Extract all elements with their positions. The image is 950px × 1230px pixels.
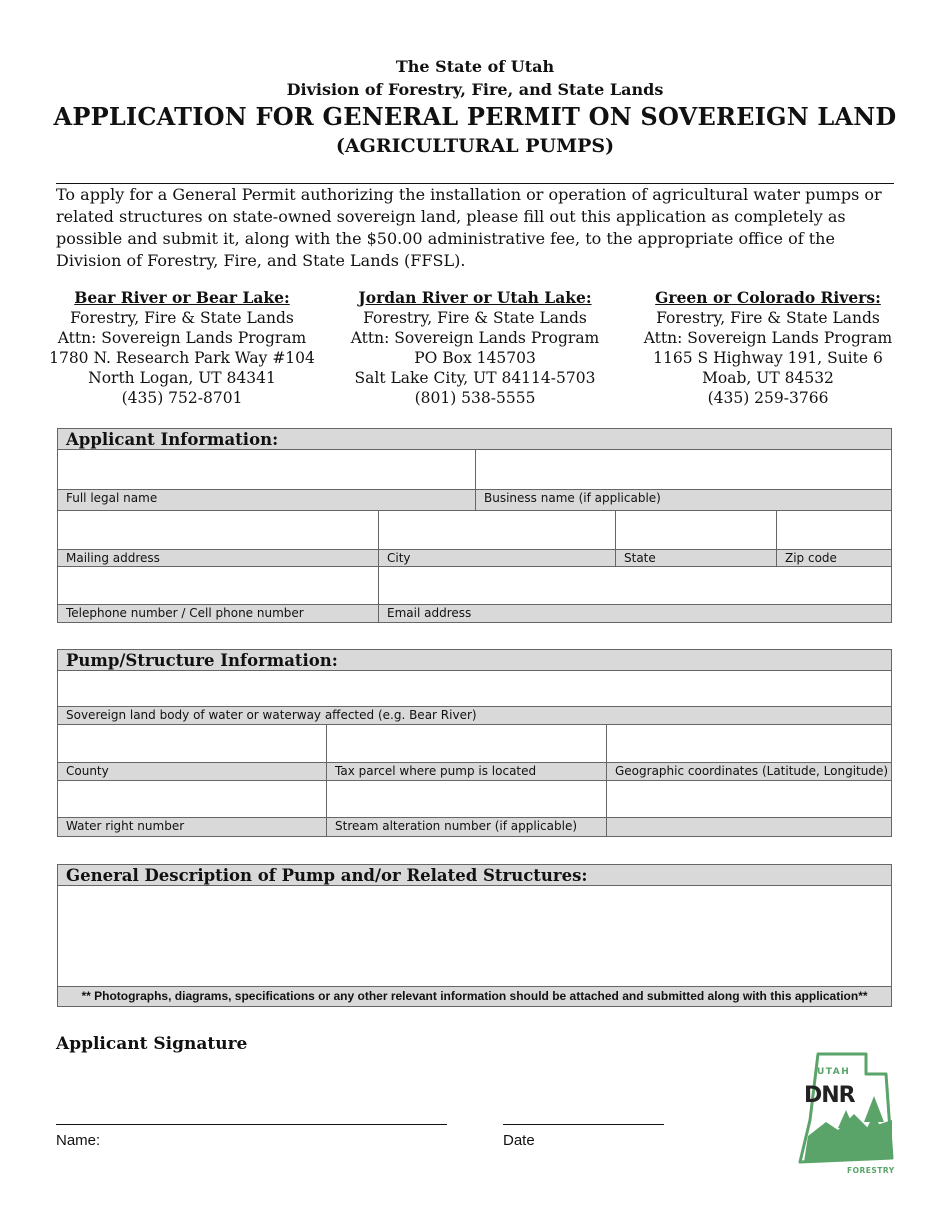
waterway-field[interactable] [58, 671, 891, 706]
water-right-field[interactable] [58, 781, 327, 817]
blank-field[interactable] [607, 781, 891, 817]
email-field[interactable] [379, 567, 891, 604]
tax-parcel-field[interactable] [327, 725, 607, 762]
office-line: PO Box 145703 [414, 349, 536, 367]
zip-code-label: Zip code [777, 550, 891, 566]
telephone-field[interactable] [58, 567, 379, 604]
applicant-section [57, 428, 892, 623]
office-line: 1780 N. Research Park Way #104 [49, 349, 315, 367]
county-field[interactable] [58, 725, 327, 762]
office-title: Green or Colorado Rivers: [655, 288, 881, 307]
office-title: Bear River or Bear Lake: [74, 288, 290, 307]
mailing-address-field[interactable] [58, 511, 379, 549]
waterway-label: Sovereign land body of water or waterway affected (e.g. Bear River) [58, 707, 891, 724]
attachment-note: ** Photographs, diagrams, specifications or any other relevant information should be attached and submitted along with this application** [58, 987, 891, 1006]
description-section [57, 864, 892, 1007]
stream-alteration-field[interactable] [327, 781, 607, 817]
email-label: Email address [379, 605, 891, 622]
zip-code-field[interactable] [777, 511, 891, 549]
full-legal-name-label: Full legal name [58, 490, 476, 510]
business-name-field[interactable] [476, 450, 891, 489]
intro-paragraph: To apply for a General Permit authorizing the installation or operation of agricultural water pumps or related structures on state-owned sovereign land, please fill out this application as completely as possible and submit it, along with the $50.00 administrative fee, to the appropriate office of the Division of Forestry, Fire, and State Lands (FFSL). [56, 185, 882, 270]
coordinates-field[interactable] [607, 725, 891, 762]
office-jordan-river [340, 288, 610, 408]
office-line: Moab, UT 84532 [702, 369, 834, 387]
page-title: APPLICATION FOR GENERAL PERMIT ON SOVEREIGN LAND [53, 102, 897, 131]
header-division: Division of Forestry, Fire, and State Lands [286, 80, 664, 99]
logo-tree-icon [860, 1096, 888, 1142]
telephone-label: Telephone number / Cell phone number [58, 605, 379, 622]
office-bear-river [47, 288, 317, 408]
date-label: Date [503, 1132, 535, 1149]
office-line: Attn: Sovereign Lands Program [57, 329, 307, 347]
header-state: The State of Utah [395, 57, 555, 76]
tax-parcel-label: Tax parcel where pump is located [327, 763, 607, 780]
water-right-label: Water right number [58, 818, 327, 836]
office-line: Forestry, Fire & State Lands [363, 309, 587, 327]
utah-dnr-forestry-logo [796, 1050, 896, 1175]
page-subtitle: (AGRICULTURAL PUMPS) [335, 135, 615, 157]
city-field[interactable] [379, 511, 616, 549]
office-line: Attn: Sovereign Lands Program [350, 329, 600, 347]
date-line[interactable] [503, 1124, 664, 1125]
office-line: Forestry, Fire & State Lands [70, 309, 294, 327]
office-phone: (435) 259-3766 [707, 389, 829, 407]
office-line: 1165 S Highway 191, Suite 6 [653, 349, 883, 367]
state-field[interactable] [616, 511, 777, 549]
description-textarea[interactable] [58, 886, 891, 987]
coordinates-label: Geographic coordinates (Latitude, Longitude) [607, 763, 891, 780]
logo-main-text: DNR [804, 1083, 855, 1108]
pump-section-heading: Pump/Structure Information: [58, 650, 891, 671]
office-phone: (801) 538-5555 [414, 389, 536, 407]
signature-heading: Applicant Signature [56, 1034, 248, 1054]
office-line: North Logan, UT 84341 [88, 369, 276, 387]
name-label: Name: [56, 1132, 101, 1149]
city-label: City [379, 550, 616, 566]
state-label: State [616, 550, 777, 566]
county-label: County [58, 763, 327, 780]
full-legal-name-field[interactable] [58, 450, 476, 489]
description-section-heading: General Description of Pump and/or Related Structures: [58, 865, 891, 886]
office-line: Forestry, Fire & State Lands [656, 309, 880, 327]
office-line: Salt Lake City, UT 84114-5703 [354, 369, 596, 387]
blank-label [607, 818, 891, 836]
logo-top-text: UTAH [817, 1067, 851, 1077]
applicant-section-heading: Applicant Information: [58, 429, 891, 450]
signature-line[interactable] [56, 1124, 447, 1125]
office-green-river [633, 288, 903, 408]
pump-section [57, 649, 892, 837]
business-name-label: Business name (if applicable) [476, 490, 891, 510]
mailing-address-label: Mailing address [58, 550, 379, 566]
office-line: Attn: Sovereign Lands Program [643, 329, 893, 347]
office-phone: (435) 752-8701 [121, 389, 243, 407]
stream-alteration-label: Stream alteration number (if applicable) [327, 818, 607, 836]
office-title: Jordan River or Utah Lake: [358, 288, 592, 307]
logo-bottom-text: FORESTRY [847, 1166, 895, 1175]
